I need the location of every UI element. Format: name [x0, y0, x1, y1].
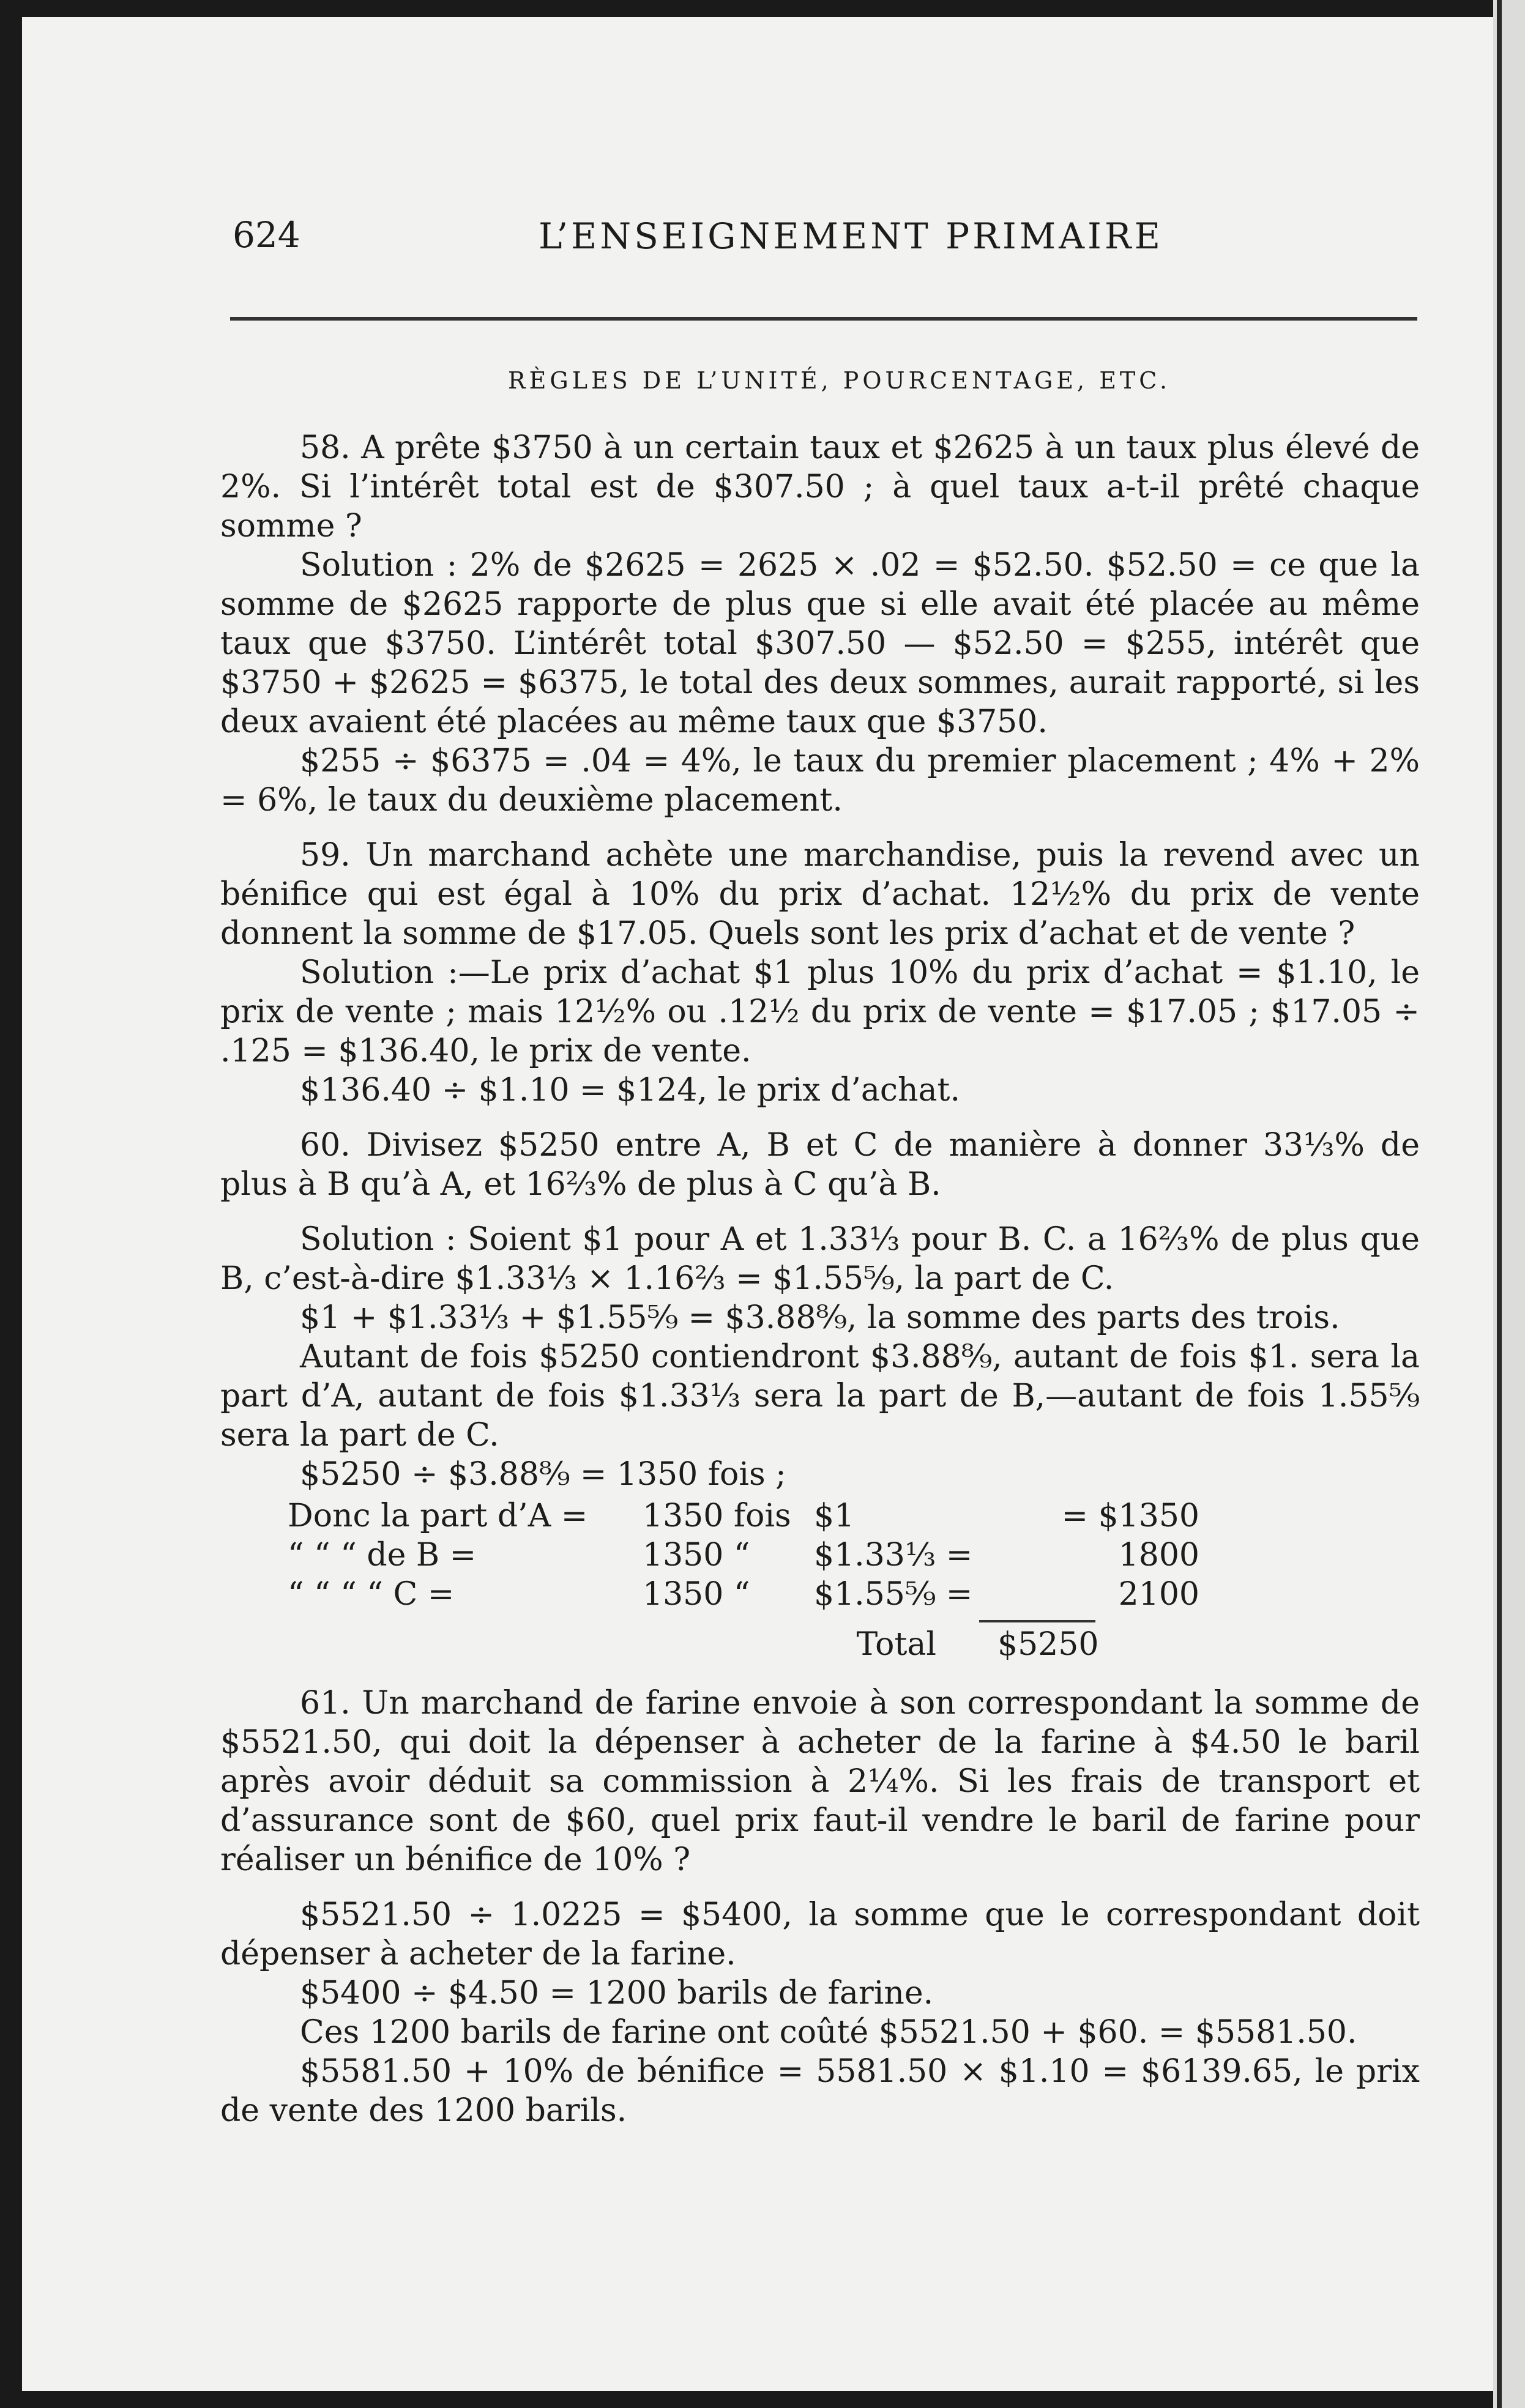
share-unit: $1: [814, 1498, 855, 1534]
page-content: [220, 428, 1420, 2130]
running-head: L’ENSEIGNEMENT PRIMAIRE: [539, 215, 1163, 257]
sum-rule: [979, 1620, 1095, 1622]
result-58: $255 ÷ $6375 = .04 = 4%, le taux du premier placement ; 4% + 2% = 6%, le taux du deuxième placement.: [220, 743, 1420, 819]
share-row-c: [220, 1575, 1420, 1614]
solution-58: Solution : 2% de $2625 = 2625 × .02 = $52.50. $52.50 = ce que la somme de $2625 rapporte de plus que si elle avait été placée au même taux que $3750. L’intérêt total $307.50 — $52.50 = $255, intérêt que $3750 + $2625 = $6375, le total des deux sommes, aurait rapporté, si les deux avaient été placées au même taux que $3750.: [220, 547, 1420, 740]
share-row-a: [220, 1496, 1420, 1536]
step-61-1: $5521.50 ÷ 1.0225 = $5400, la somme que le correspondant doit dépenser à acheter de la farine.: [220, 1897, 1420, 1972]
share-value: 1800: [1118, 1537, 1199, 1574]
problem-61: 61. Un marchand de farine envoie à son correspondant la somme de $5521.50, qui doit la dépenser à acheter de la farine à $4.50 le baril après avoir déduit sa commission à 2¼%. Si les frais de transport et d’assurance sont de $60, quel prix faut-il vendre le baril de farine pour réaliser un bénifice de 10% ?: [220, 1685, 1420, 1878]
page-edge-line: [1497, 0, 1502, 2408]
solution-60: Solution : Soient $1 pour A et 1.33⅓ pour B. C. a 16⅔% de plus que B, c’est-à-dire $1.33⅓ × 1.16⅔ = $1.55⁵⁄₉, la part de C.: [220, 1221, 1420, 1297]
share-label: “ “ “ de B =: [288, 1537, 477, 1574]
share-unit: $1.33⅓ =: [814, 1537, 973, 1574]
step-61-4: $5581.50 + 10% de bénifice = 5581.50 × $1.10 = $6139.65, le prix de vente des 1200 barils.: [220, 2053, 1420, 2129]
share-count: 1350 “: [643, 1537, 750, 1574]
total-row: [220, 1625, 1420, 1668]
share-label: Donc la part d’A =: [288, 1498, 588, 1534]
problem-58: 58. A prête $3750 à un certain taux et $2625 à un taux plus élevé de 2%. Si l’intérêt total est de $307.50 ; à quel taux a-t-il prêté chaque somme ?: [220, 429, 1420, 544]
share-label: “ “ “ “ C =: [288, 1576, 455, 1613]
share-row-b: [220, 1536, 1420, 1575]
problem-59: 59. Un marchand achète une marchandise, puis la revend avec un bénifice qui est égal à 10% du prix d’achat. 12½% du prix de vente donnent la somme de $17.05. Quels sont les prix d’achat et de vente ?: [220, 837, 1420, 952]
problem-60: 60. Divisez $5250 entre A, B et C de manière à donner 33⅓% de plus à B qu’à A, et 16⅔% de plus à C qu’à B.: [220, 1127, 1420, 1203]
total-label: Total: [856, 1626, 936, 1663]
step-61-2: $5400 ÷ $4.50 = 1200 barils de farine.: [300, 1975, 934, 2012]
sum-of-parts: $1 + $1.33⅓ + $1.55⁵⁄₉ = $3.88⁸⁄₉, la somme des parts des trois.: [300, 1299, 1340, 1336]
section-title: RÈGLES DE L’UNITÉ, POURCENTAGE, ETC.: [508, 367, 1171, 394]
total-value: $5250: [997, 1626, 1099, 1663]
division-60: $5250 ÷ $3.88⁸⁄₉ = 1350 fois ;: [300, 1456, 786, 1493]
share-count: 1350 “: [643, 1576, 750, 1613]
share-value: = $1350: [1061, 1498, 1199, 1534]
share-value: 2100: [1118, 1576, 1199, 1613]
result-59: $136.40 ÷ $1.10 = $124, le prix d’achat.: [300, 1072, 960, 1109]
share-unit: $1.55⁵⁄₉ =: [814, 1576, 973, 1613]
explanation-60: Autant de fois $5250 contiendront $3.88⁸⁄₉, autant de fois $1. sera la part d’A, autant de fois $1.33⅓ sera la part de B,—autant de fois 1.55⁵⁄₉ sera la part de C.: [220, 1339, 1420, 1454]
page-number: 624: [233, 214, 300, 256]
step-61-3: Ces 1200 barils de farine ont coûté $5521.50 + $60. = $5581.50.: [300, 2014, 1357, 2051]
header-rule: [230, 317, 1417, 321]
shares-table: [220, 1496, 1420, 1668]
share-count: 1350 fois: [643, 1498, 791, 1534]
solution-59: Solution :—Le prix d’achat $1 plus 10% du prix d’achat = $1.10, le prix de vente ; mais 12½% ou .12½ du prix de vente = $17.05 ; $17.05 ÷ .125 = $136.40, le prix de vente.: [220, 954, 1420, 1069]
